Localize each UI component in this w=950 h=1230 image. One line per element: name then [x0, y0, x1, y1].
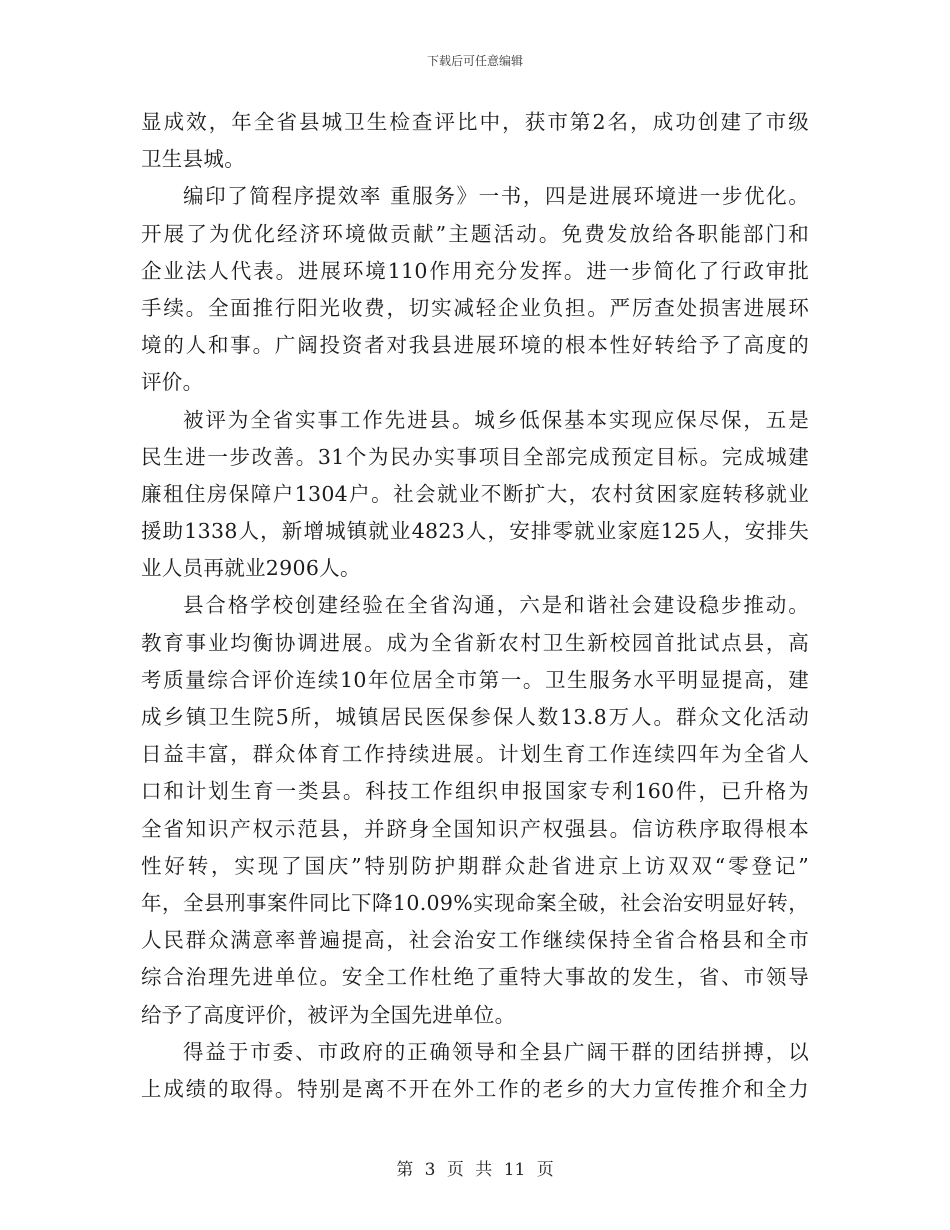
text-line: 上成绩的取得。特别是离不开在外工作的老乡的大力宣传推介和全力 — [141, 1076, 809, 1101]
page-number: 第 3 页 共 11 页 — [396, 1160, 554, 1180]
text-line: 被评为全省实事工作先进县。城乡低保基本实现应保尽保，五是 — [183, 407, 809, 432]
text-line: 年，全县刑事案件同比下降10.09%实现命案全破，社会治安明显好转， — [141, 890, 809, 915]
text-line: 援助1338人，新增城镇就业4823人，安排零就业家庭125人，安排失 — [141, 519, 809, 544]
text-line: 民生进一步改善。31个为民办实事项目全部完成预定目标。完成城建 — [141, 444, 809, 469]
text-line: 业人员再就业2906人。 — [141, 556, 361, 581]
text-line: 县合格学校创建经验在全省沟通，六是和谐社会建设稳步推动。 — [183, 593, 809, 618]
text-line: 给予了高度评价，被评为全国先进单位。 — [141, 1002, 516, 1027]
text-line: 评价。 — [141, 370, 204, 395]
text-line: 境的人和事。广阔投资者对我县进展环境的根本性好转给予了高度的 — [141, 333, 809, 358]
text-line: 卫生县城。 — [141, 147, 245, 172]
text-line: 得益于市委、市政府的正确领导和全县广阔干群的团结拼搏，以 — [183, 1039, 809, 1064]
text-line: 手续。全面推行阳光收费，切实减轻企业负担。严厉查处损害进展环 — [141, 295, 809, 320]
text-line: 显成效，年全省县城卫生检查评比中，获市第2名，成功创建了市级 — [141, 110, 809, 134]
text-line: 企业法人代表。进展环境110作用充分发挥。进一步简化了行政审批 — [141, 258, 809, 283]
text-line: 全省知识产权示范县，并跻身全国知识产权强县。信访秩序取得根本 — [141, 816, 809, 841]
text-line: 口和计划生育一类县。科技工作组织申报国家专利160件，已升格为 — [141, 779, 809, 804]
text-line: 性好转，实现了国庆”特别防护期群众赴省进京上访双双“零登记” — [141, 853, 809, 878]
text-line: 廉租住房保障户1304户。社会就业不断扩大，农村贫困家庭转移就业 — [141, 481, 809, 506]
text-line: 考质量综合评价连续10年位居全市第一。卫生服务水平明显提高，建 — [141, 667, 809, 692]
text-line: 教育事业均衡协调进展。成为全省新农村卫生新校园首批试点县，高 — [141, 630, 809, 655]
page-header: 下载后可任意编辑 — [426, 54, 523, 68]
text-line: 综合治理先进单位。安全工作杜绝了重特大事故的发生，省、市领导 — [141, 965, 809, 990]
text-line: 编印了简程序提效率 重服务》一书，四是进展环境进一步优化。 — [183, 184, 809, 209]
text-line: 人民群众满意率普遍提高，社会治安工作继续保持全省合格县和全市 — [141, 928, 809, 953]
document-body — [141, 104, 809, 1108]
text-line: 开展了为优化经济环境做贡献”主题活动。免费发放给各职能部门和 — [141, 221, 809, 246]
text-line: 成乡镇卫生院5所，城镇居民医保参保人数13.8万人。群众文化活动 — [141, 705, 809, 729]
text-line: 日益丰富，群众体育工作持续进展。计划生育工作连续四年为全省人 — [141, 742, 809, 767]
